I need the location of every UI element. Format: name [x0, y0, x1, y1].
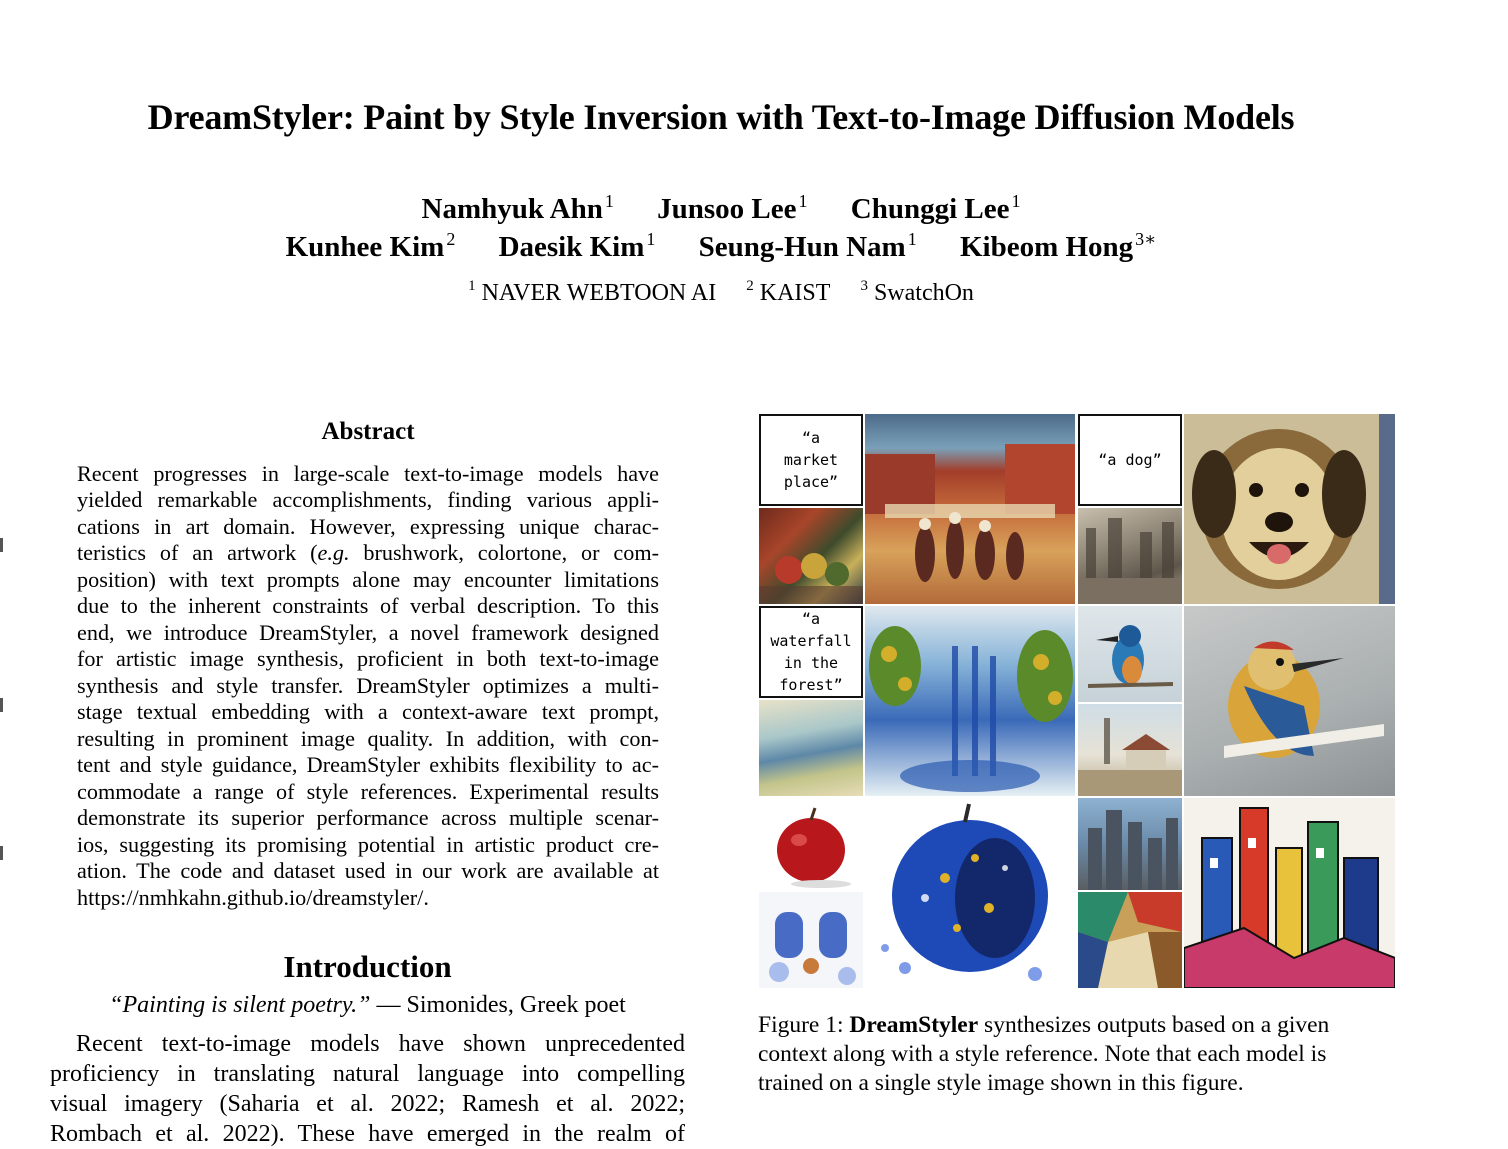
figure-caption-line: context along with a style reference. Note that each model is [758, 1041, 1327, 1067]
paper-title: DreamStyler: Paint by Style Inversion with Text-to-Image Diffusion Models [147, 97, 1295, 137]
figure-caption-line: trained on a single style image shown in this figure. [758, 1070, 1244, 1096]
author: Junsoo Lee $^1$ [657, 191, 808, 225]
style-image-village [1078, 704, 1182, 796]
abstract-line: teristics of an artwork (e.g. brushwork, colortone, or com- [77, 540, 660, 565]
style-image-still-life [759, 508, 863, 604]
content-image-city [1078, 798, 1182, 890]
affiliation: $^1$ NAVER WEBTOON AI [468, 278, 717, 306]
affiliation: $^3$ SwatchOn [860, 278, 974, 306]
author: Kibeom Hong $^{3∗}$ [959, 229, 1157, 263]
abstract-line: position) with text prompts alone may encounter limitations [77, 567, 659, 592]
abstract-line: yielded remarkable accomplishments, finding various appli- [77, 487, 659, 512]
output-bird [1184, 606, 1395, 796]
figure-1 [759, 414, 1395, 988]
abstract-line: demonstrate its superior performance across multiple scenar- [77, 805, 659, 830]
prompt-box-waterfall: “a waterfall in the forest” [759, 606, 863, 698]
abstract-heading: Abstract [321, 418, 415, 445]
abstract-line: due to the inherent constraints of verbal description. To this [77, 593, 659, 618]
affiliation: $^2$ KAIST [746, 278, 831, 306]
affiliations [0, 270, 1442, 309]
author-row-2 [0, 221, 1442, 265]
output-market-place [865, 414, 1075, 604]
abstract-line: resulting in prominent image quality. In addition, with con- [77, 726, 659, 751]
introduction-heading: Introduction [283, 949, 452, 984]
author: Daesik Kim $^1$ [498, 229, 656, 263]
margin-mark [0, 846, 3, 860]
abstract-line: commodate a range of style references. Experimental results [77, 779, 659, 804]
author: Kunhee Kim $^2$ [285, 229, 456, 263]
intro-line: Recent text-to-image models have shown unprecedented [76, 1031, 685, 1057]
output-waterfall [865, 606, 1075, 796]
style-image-blue-window [759, 892, 863, 988]
prompt-box-dog: “a dog” [1078, 414, 1182, 506]
margin-mark [0, 698, 3, 712]
abstract-line: end, we introduce DreamStyler, a novel framework designed [77, 620, 659, 645]
output-apple [865, 798, 1075, 988]
intro-line: proficiency in translating natural language into compelling [50, 1061, 685, 1087]
intro-line: Rombach et al. 2022). These have emerged in the realm of [50, 1121, 685, 1147]
output-dog [1184, 414, 1395, 604]
author: Seung-Hun Nam $^1$ [698, 229, 917, 263]
content-image-apple [759, 798, 863, 890]
style-image-coastal [759, 700, 863, 796]
abstract-line: tent and style guidance, DreamStyler exhibits flexibility to ac- [77, 752, 659, 777]
style-image-kingfisher [1078, 606, 1182, 702]
intro-line: visual imagery (Saharia et al. 2022; Ramesh et al. 2022; [50, 1091, 685, 1117]
figure-caption-line: Figure 1: DreamStyler synthesizes outputs based on a given [758, 1012, 1330, 1038]
abstract-line: synthesis and style transfer. DreamStyler optimizes a multi- [77, 673, 659, 698]
author: Namhyuk Ahn $^1$ [421, 191, 614, 225]
margin-mark [0, 538, 3, 552]
abstract-line: cations in art domain. However, expressing unique charac- [77, 514, 659, 539]
abstract-line: for artistic image synthesis, proficient in both text-to-image [77, 646, 659, 671]
prompt-box-market: “a market place” [759, 414, 863, 506]
style-image-cubist [1078, 892, 1182, 988]
abstract-line: ios, suggesting its promising potential in artistic product cre- [77, 832, 659, 857]
author: Chunggi Lee $^1$ [850, 191, 1021, 225]
abstract-line: Recent progresses in large-scale text-to-image models have [77, 461, 659, 486]
abstract-line: ation. The code and dataset used in our work are available at [77, 858, 659, 883]
output-city [1184, 798, 1395, 988]
abstract-url-line[interactable]: https://nmhkahn.github.io/dreamstyler/. [77, 885, 429, 910]
abstract-line: stage textual embedding with a context-aware text prompt, [77, 699, 659, 724]
epigraph: “Painting is silent poetry.” — Simonides, Greek poet [109, 992, 626, 1018]
style-image-ruins [1078, 508, 1182, 604]
